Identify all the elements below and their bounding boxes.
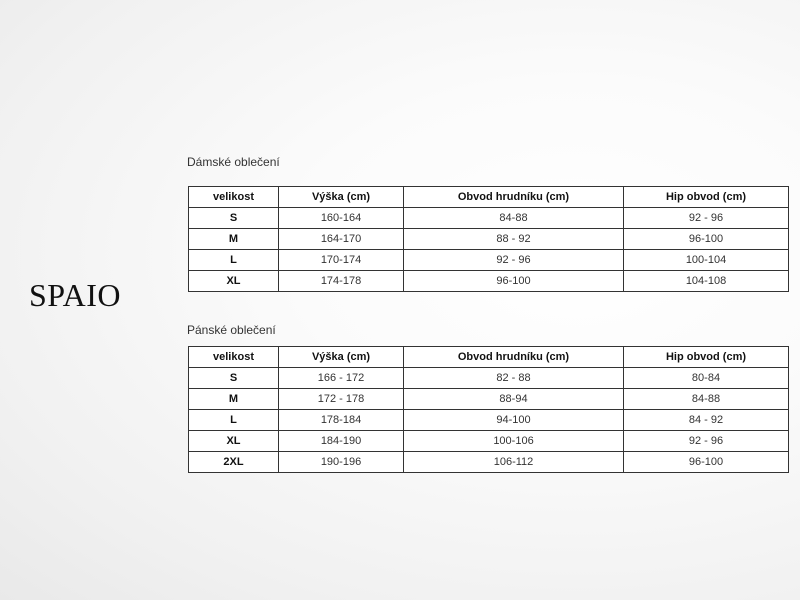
brand-logo: SPAIO <box>29 277 122 313</box>
height-cell: 172 - 178 <box>279 389 404 410</box>
table-row <box>189 271 789 292</box>
men-size-table <box>188 346 789 473</box>
size-cell: L <box>189 250 279 271</box>
table-row <box>189 389 789 410</box>
header-row <box>189 347 789 368</box>
chest-cell: 88 - 92 <box>404 229 624 250</box>
height-cell: 164-170 <box>279 229 404 250</box>
hip-cell: 84 - 92 <box>624 410 789 431</box>
women-table-body <box>189 208 789 292</box>
hip-cell: 96-100 <box>624 452 789 473</box>
men-table-header <box>189 347 789 368</box>
chest-cell: 96-100 <box>404 271 624 292</box>
table-row <box>189 431 789 452</box>
women-size-table <box>188 186 789 292</box>
header-row <box>189 187 789 208</box>
table-row <box>189 208 789 229</box>
table-row <box>189 368 789 389</box>
header-hip: Hip obvod (cm) <box>624 347 789 368</box>
header-height: Výška (cm) <box>279 347 404 368</box>
hip-cell: 92 - 96 <box>624 431 789 452</box>
height-cell: 190-196 <box>279 452 404 473</box>
header-chest: Obvod hrudníku (cm) <box>404 347 624 368</box>
table-row <box>189 410 789 431</box>
header-size: velikost <box>189 347 279 368</box>
height-cell: 170-174 <box>279 250 404 271</box>
size-cell: XL <box>189 431 279 452</box>
hip-cell: 80-84 <box>624 368 789 389</box>
header-size: velikost <box>189 187 279 208</box>
men-section-title: Pánské oblečení <box>187 323 276 337</box>
table-row <box>189 229 789 250</box>
table-row <box>189 452 789 473</box>
hip-cell: 104-108 <box>624 271 789 292</box>
height-cell: 160-164 <box>279 208 404 229</box>
hip-cell: 84-88 <box>624 389 789 410</box>
chest-cell: 100-106 <box>404 431 624 452</box>
header-chest: Obvod hrudníku (cm) <box>404 187 624 208</box>
men-table-body <box>189 368 789 473</box>
height-cell: 174-178 <box>279 271 404 292</box>
hip-cell: 96-100 <box>624 229 789 250</box>
height-cell: 184-190 <box>279 431 404 452</box>
height-cell: 166 - 172 <box>279 368 404 389</box>
chest-cell: 94-100 <box>404 410 624 431</box>
chest-cell: 92 - 96 <box>404 250 624 271</box>
hip-cell: 100-104 <box>624 250 789 271</box>
size-cell: 2XL <box>189 452 279 473</box>
chest-cell: 106-112 <box>404 452 624 473</box>
size-cell: M <box>189 389 279 410</box>
chest-cell: 82 - 88 <box>404 368 624 389</box>
header-height: Výška (cm) <box>279 187 404 208</box>
header-hip: Hip obvod (cm) <box>624 187 789 208</box>
table-row <box>189 250 789 271</box>
chest-cell: 84-88 <box>404 208 624 229</box>
height-cell: 178-184 <box>279 410 404 431</box>
hip-cell: 92 - 96 <box>624 208 789 229</box>
size-cell: S <box>189 368 279 389</box>
size-cell: XL <box>189 271 279 292</box>
size-cell: S <box>189 208 279 229</box>
chest-cell: 88-94 <box>404 389 624 410</box>
size-cell: L <box>189 410 279 431</box>
women-section-title: Dámské oblečení <box>187 155 280 169</box>
size-cell: M <box>189 229 279 250</box>
women-table-header <box>189 187 789 208</box>
